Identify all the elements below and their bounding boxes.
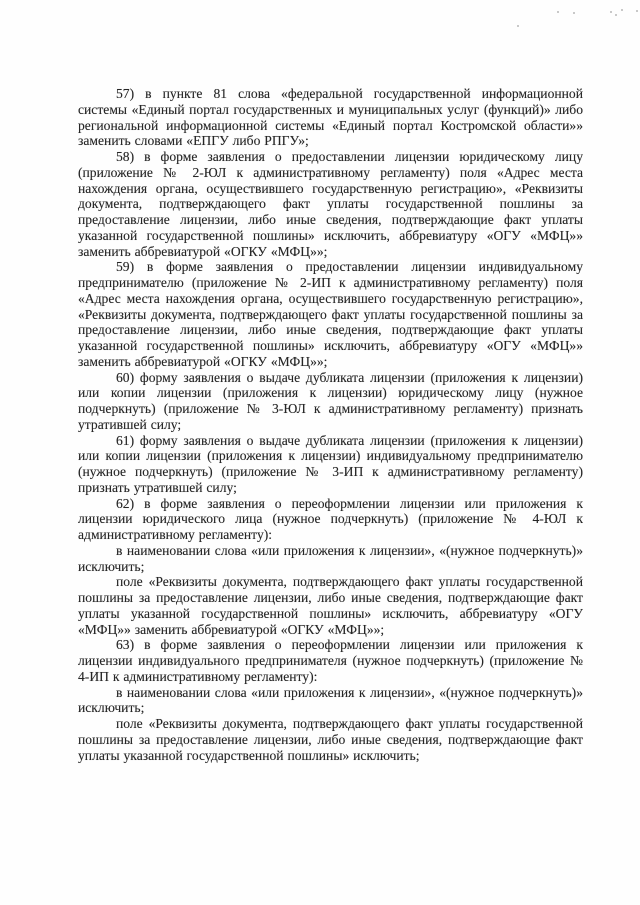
scan-speck xyxy=(573,12,575,14)
paragraph-item-59: 59) в форме заявления о предоставлении лицензии индивидуальному предпринимателю (приложение № 2-ИП к административному регламенту) поля «Адрес места нахождения органа, осуществившего государственную регистрацию», «Реквизиты документа, подтверждающего факт уплаты государственной пошлины за предоставление лицензии, либо иные сведения, подтверждающие факт уплаты указанной государственной пошлины» исключить, аббревиатуру «ОГУ «МФЦ»» заменить аббревиатурой «ОГКУ «МФЦ»»; xyxy=(78,259,583,369)
paragraph-item-63-sub-2: поле «Реквизиты документа, подтверждающего факт уплаты государственной пошлины за предоставление лицензии, либо иные сведения, подтверждающие факт уплаты указанной государственной пошлины» исключить; xyxy=(78,716,583,763)
paragraph-item-57: 57) в пункте 81 слова «федеральной государственной информационной системы «Единый портал государственных и муниципальных услуг (функций)» либо региональной информационной системы «Единый портал Костромской области»» заменить словами «ЕПГУ либо РПГУ»; xyxy=(78,86,583,149)
paragraph-item-62: 62) в форме заявления о переоформлении лицензии или приложения к лицензии юридического лица (нужное подчеркнуть) (приложение № 4-ЮЛ к административному регламенту): xyxy=(78,495,583,542)
paragraph-item-58: 58) в форме заявления о предоставлении лицензии юридическому лицу (приложение № 2-ЮЛ к административному регламенту) поля «Адрес места нахождения органа, осуществившего государственную регистрацию», «Реквизиты документа, подтверждающего факт уплаты государственной пошлины за предоставление лицензии, либо иные сведения, подтверждающие факт уплаты указанной государственной пошлины» исключить, аббревиатуру «ОГУ «МФЦ»» заменить аббревиатурой «ОГКУ «МФЦ»»; xyxy=(78,149,583,259)
scan-speck xyxy=(621,9,623,11)
scan-speck xyxy=(517,25,519,27)
paragraph-item-61: 61) форму заявления о выдаче дубликата лицензии (приложения к лицензии) или копии лицензии (приложения к лицензии) индивидуальному предпринимателю (нужное подчеркнуть) (приложение № 3-ИП к административному регламенту) признать утратившей силу; xyxy=(78,432,583,495)
scan-speck xyxy=(615,14,617,16)
paragraph-item-62-sub-2: поле «Реквизиты документа, подтверждающего факт уплаты государственной пошлины за предоставление лицензии, либо иные сведения, подтверждающие факт уплаты указанной государственной пошлины» исключить, аббревиатуру «ОГУ «МФЦ»» заменить аббревиатурой «ОГКУ «МФЦ»»; xyxy=(78,574,583,637)
paragraph-item-63-sub-1: в наименовании слова «или приложения к лицензии», «(нужное подчеркнуть)» исключить; xyxy=(78,684,583,716)
scan-speck xyxy=(557,11,559,13)
paragraph-item-63: 63) в форме заявления о переоформлении лицензии или приложения к лицензии индивидуального предпринимателя (нужное подчеркнуть) (приложение № 4-ИП к административному регламенту): xyxy=(78,637,583,684)
scan-speck xyxy=(610,11,612,13)
paragraph-item-60: 60) форму заявления о выдаче дубликата лицензии (приложения к лицензии) или копии лицензии (приложения к лицензии) юридическому лицу (нужное подчеркнуть) (приложение № 3-ЮЛ к административному регламенту) признать утратившей силу; xyxy=(78,369,583,432)
scan-speck xyxy=(636,10,638,12)
paragraph-item-62-sub-1: в наименовании слова «или приложения к лицензии», «(нужное подчеркнуть)» исключить; xyxy=(78,542,583,574)
